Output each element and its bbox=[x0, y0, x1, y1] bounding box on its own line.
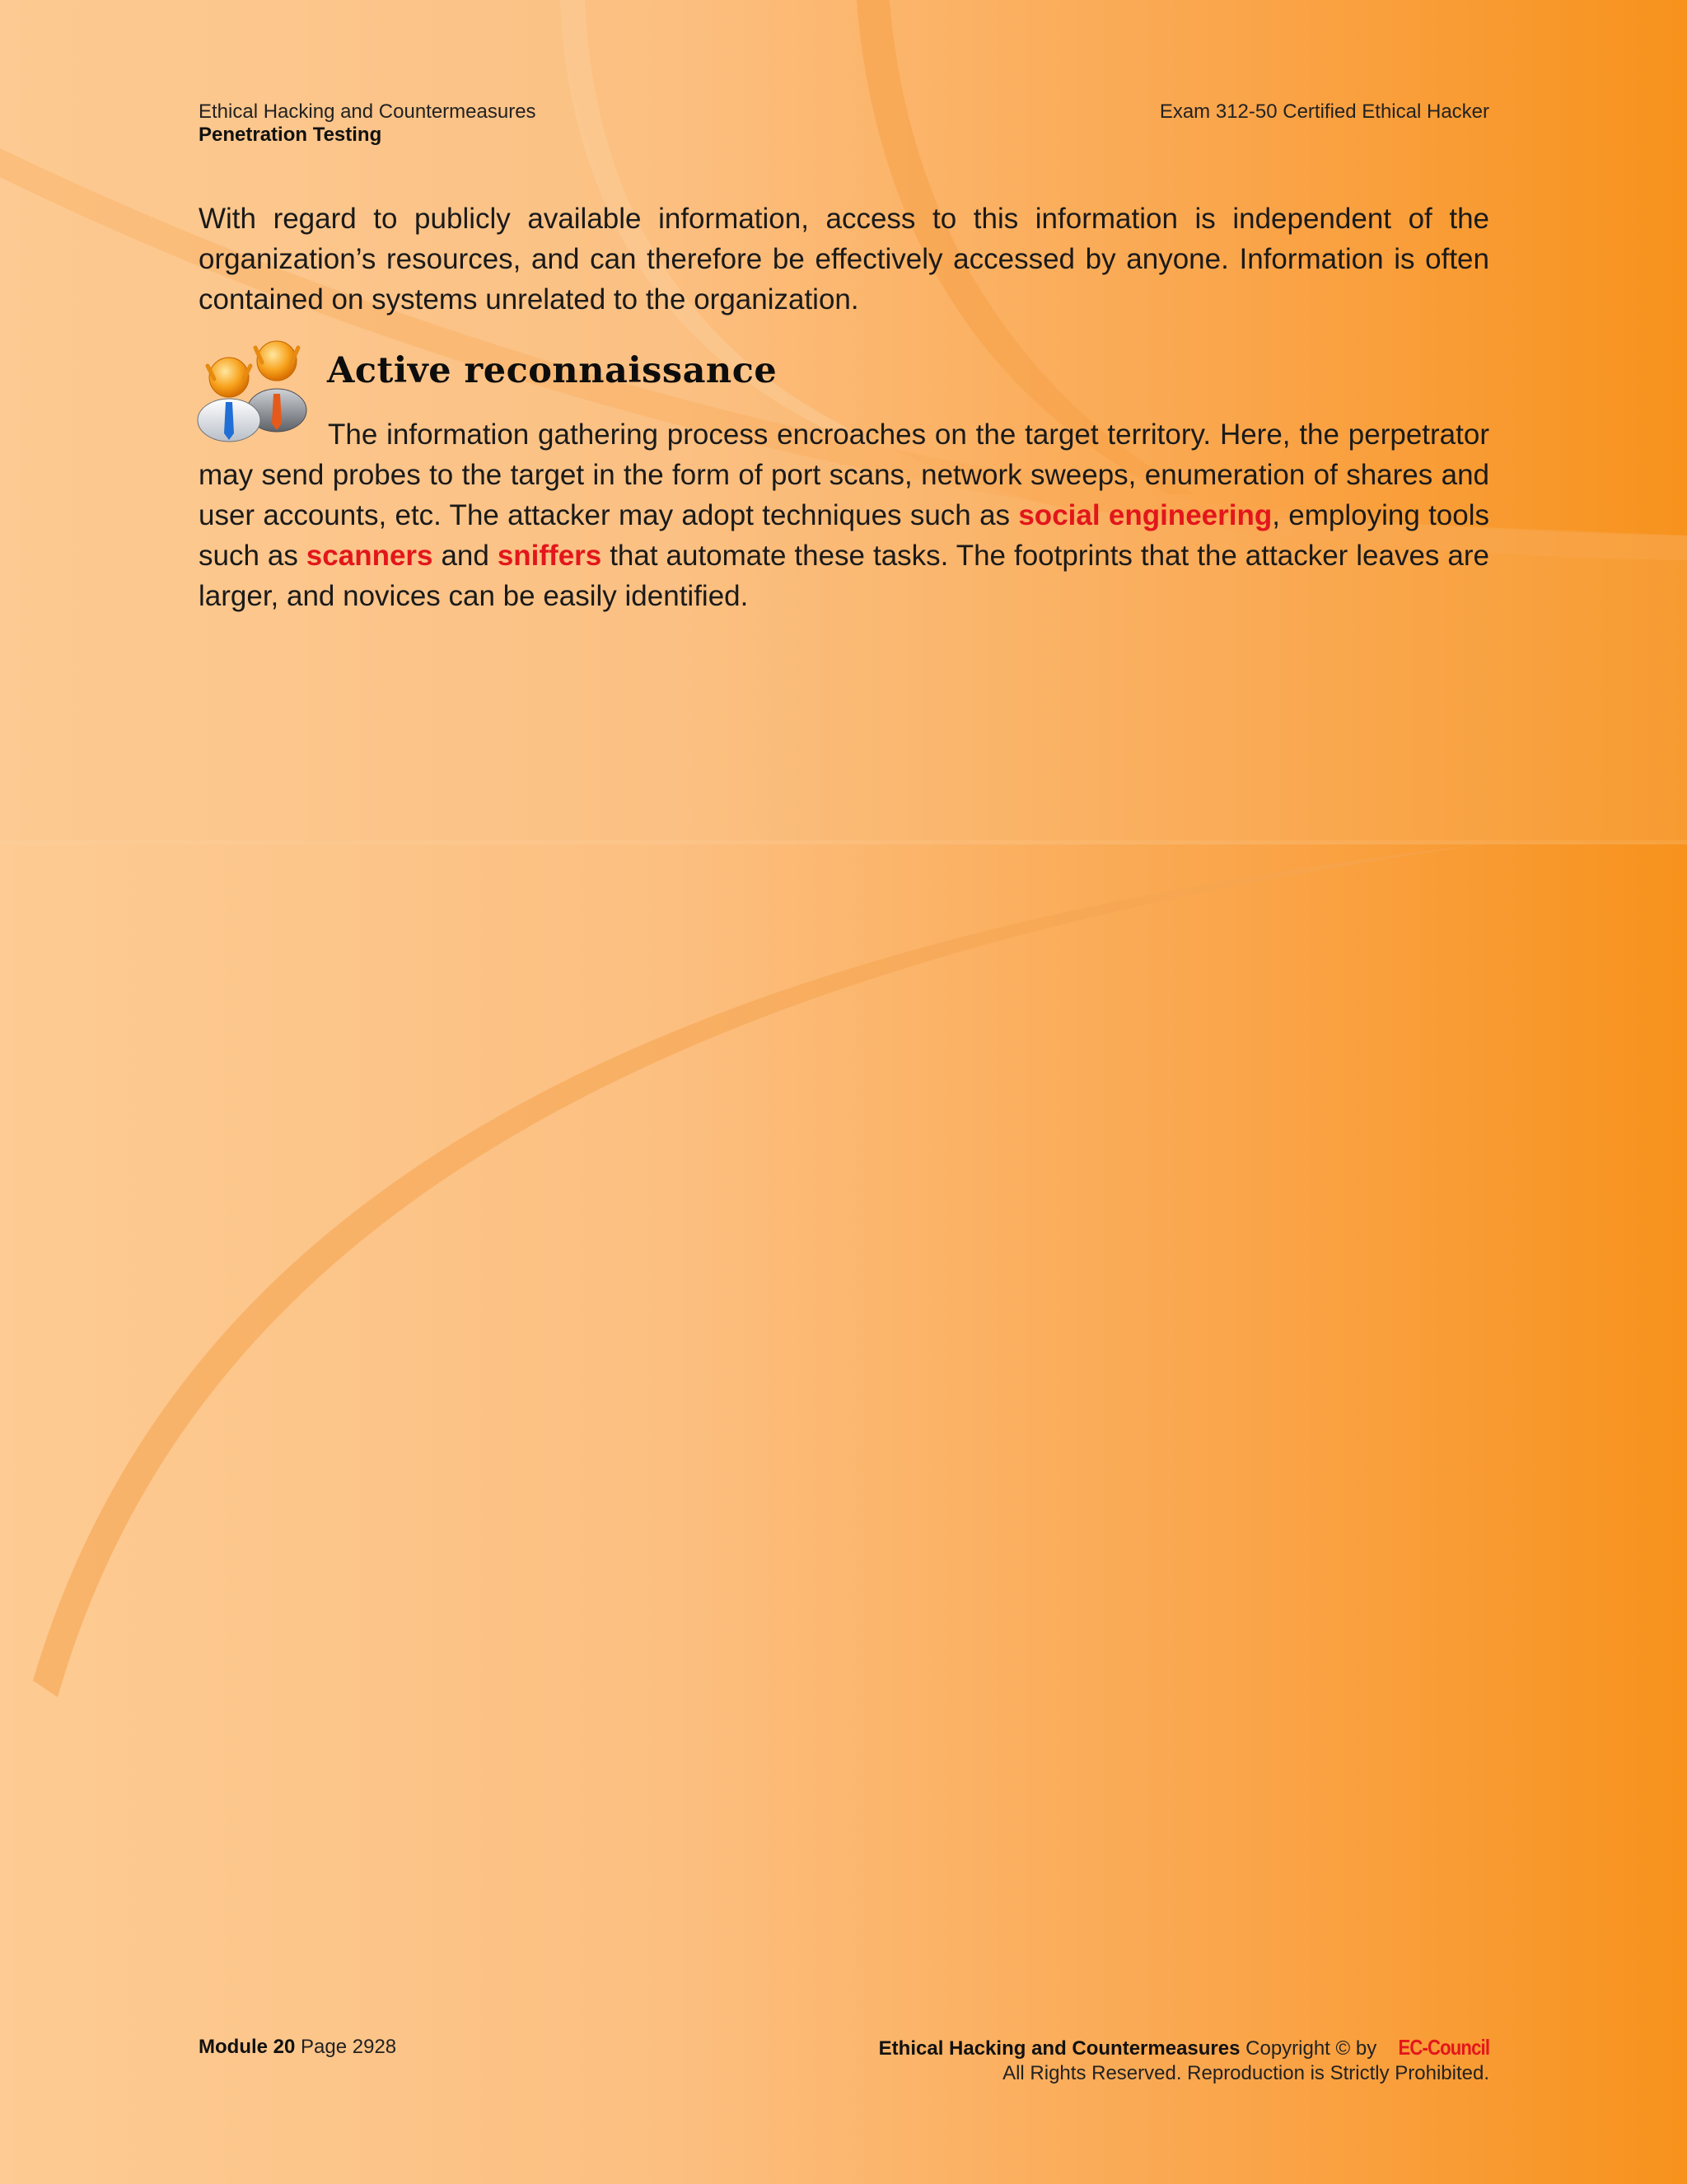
rights-line: All Rights Reserved. Reproduction is Strictly Prohibited. bbox=[1002, 2062, 1489, 2084]
section-title: Active reconnaissance bbox=[327, 350, 778, 391]
exam-title: Exam 312-50 Certified Ethical Hacker bbox=[1159, 101, 1489, 123]
active-reconnaissance-paragraph bbox=[199, 414, 1489, 616]
highlight-social-engineering: social engineering bbox=[1018, 499, 1273, 531]
copyright-line bbox=[879, 2035, 1489, 2061]
paragraph-text: that automate these tasks. The footprints that the attacker leaves are larger, and novices can be easily identified. bbox=[199, 540, 1489, 612]
page-footer-right bbox=[879, 2035, 1489, 2086]
copyright-text: Copyright © by bbox=[1240, 2037, 1382, 2060]
paragraph-text: , employing tools such as bbox=[199, 499, 1490, 572]
module-label: Module 20 bbox=[199, 2036, 296, 2058]
intro-paragraph: With regard to publicly available information, access to this information is independent of the organization’s resources, and can therefore be effectively accessed by anyone. Information is often contained on systems unrelated to the organization. bbox=[199, 203, 1489, 316]
paragraph-text: The information gathering process encroaches on the target territory. Here, the perpetrator may send probes to the target in the form of port scans, network sweeps, enumeration of shares and user accounts, etc. The attacker may adopt techniques such as bbox=[199, 419, 1489, 531]
course-title: Ethical Hacking and Countermeasures bbox=[199, 101, 536, 123]
module-name: Penetration Testing bbox=[199, 124, 382, 146]
page-header-left bbox=[199, 101, 536, 147]
page-footer-left bbox=[199, 2035, 396, 2060]
page-number: Page 2928 bbox=[295, 2036, 397, 2058]
highlight-sniffers: sniffers bbox=[497, 540, 602, 572]
paragraph-text: and bbox=[432, 540, 498, 572]
ec-council-logo: EC-Council bbox=[1398, 2035, 1489, 2060]
copyright-course: Ethical Hacking and Countermeasures bbox=[878, 2037, 1241, 2060]
highlight-scanners: scanners bbox=[306, 540, 433, 572]
